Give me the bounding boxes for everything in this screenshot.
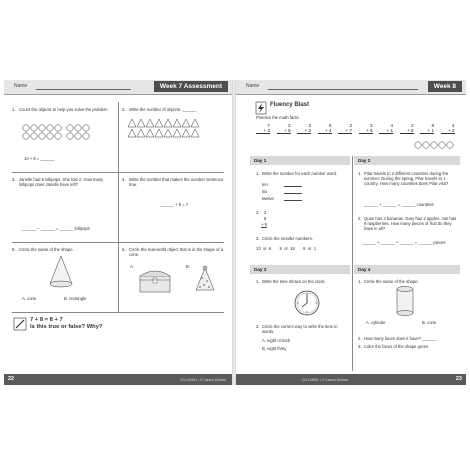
right-footer xyxy=(236,374,466,385)
name-line[interactable] xyxy=(36,89,131,90)
choice-a[interactable]: A. cylinder xyxy=(366,320,386,325)
progress-circles-icon xyxy=(414,141,458,149)
left-page xyxy=(4,80,232,385)
day-4-section: 1. Circle the name of the shape. A. cylinder B. cone 2. How many faces does it have? ______ 3. Color the faces of the shape green. xyxy=(358,279,437,349)
day-3-section: 1. Write the time shown on the clock. 12 3 6 9 2. Circle the correct way to write the time in words. A. eight o'clock B. eight thirty xyxy=(256,279,338,351)
right-page-header xyxy=(236,80,466,95)
true-false-question: Is this true or false? Why? xyxy=(30,324,103,330)
question-6: 6. Circle the real-world object that is in the shape of a cone. A. B. xyxy=(118,244,228,312)
fact-top: 4 xyxy=(451,123,455,128)
answer-line: ______ + ______ + ______ = ______ pieces xyxy=(362,240,446,245)
math-facts-row xyxy=(256,123,462,139)
cone-shape-icon xyxy=(48,256,74,290)
answer-line: ______ − ______ = ______ lollipops xyxy=(22,226,90,231)
math-fact xyxy=(297,123,311,134)
name-line[interactable] xyxy=(268,89,418,90)
fact-top: 7 xyxy=(267,123,270,128)
question-4: 4. Write the number that makes the number sentence true. ______ + 5 = 7 xyxy=(122,177,224,207)
fact-top: 4 xyxy=(390,123,393,128)
day-3-bar: Day 3 xyxy=(250,265,350,274)
svg-text:3: 3 xyxy=(315,302,317,305)
svg-text:6: 6 xyxy=(306,311,308,314)
assessment-title: Week 7 Assessment xyxy=(154,81,228,92)
answer-blank[interactable] xyxy=(284,193,302,194)
day-2-bar: Day 2 xyxy=(354,156,460,165)
math-fact xyxy=(400,123,414,134)
fact-bottom: + 2 xyxy=(256,128,270,134)
answer-blank[interactable] xyxy=(284,186,302,187)
choice-a[interactable]: A. cone xyxy=(22,296,37,301)
fact-bottom: + 5 xyxy=(359,128,373,134)
true-false-equation: 7 + 8 = 8 + 7 xyxy=(30,317,63,323)
grid-divider xyxy=(352,156,353,371)
svg-text:12: 12 xyxy=(305,293,309,296)
choice-a[interactable]: A. eight o'clock xyxy=(262,338,291,343)
fact-bottom: + 2 xyxy=(297,128,311,134)
name-label: Name xyxy=(246,83,260,89)
fact-bottom: + 1 xyxy=(420,128,434,134)
week-title: Week 8 xyxy=(428,81,462,92)
fluency-title: Fluency Blast xyxy=(270,102,310,108)
page-number: 23 xyxy=(455,376,462,382)
fact-bottom: + 4 xyxy=(318,128,332,134)
left-footer xyxy=(4,374,232,385)
copyright: CD-104951 • © Carson-Dellosa xyxy=(180,377,226,382)
question-5: 5. Circle the name of the shape. A. cone B. rectangle xyxy=(12,247,87,301)
fact-bottom: + 8 xyxy=(400,128,414,134)
answer-blank[interactable] xyxy=(284,200,302,201)
fact-top: 2 xyxy=(308,123,311,128)
choice-a[interactable]: A. xyxy=(130,264,134,269)
fact-top: 3 xyxy=(369,123,373,128)
math-fact xyxy=(256,123,270,134)
counting-circles xyxy=(22,124,92,144)
right-page xyxy=(236,80,466,385)
math-fact xyxy=(318,123,332,134)
equation: 10 + 8 = ______ xyxy=(24,156,55,161)
question-2: 2. Write the number of objects. ______ xyxy=(118,104,228,172)
clock-icon xyxy=(294,290,320,316)
fact-bottom: + 2 xyxy=(441,128,455,134)
triangles-icon xyxy=(128,119,224,139)
choice-b[interactable]: B. rectangle xyxy=(64,296,87,301)
math-fact xyxy=(441,123,455,134)
fluency-instruction: Practice the math facts. xyxy=(256,115,300,120)
choice-b[interactable]: B. cone xyxy=(422,320,437,325)
svg-text:9: 9 xyxy=(297,302,299,305)
grid-divider xyxy=(12,172,224,173)
choice-b[interactable]: B. xyxy=(186,264,190,269)
math-fact xyxy=(420,123,434,134)
fact-top: 8 xyxy=(431,123,434,128)
day-1-section: 1. Write the number for each number word. ten six twelve 2. 2 8 + 9 3. Circle the smaller numbers. 13 or 6 9 or 18 9 or 1 xyxy=(256,171,338,251)
day-1-bar: Day 1 xyxy=(250,156,350,165)
question-3: 3. Janelle had 9 lollipops. She lost 2. How many lollipops does Janelle have left? ______ − ______ = ______ lollipops xyxy=(12,177,104,231)
pencil-icon xyxy=(14,318,26,330)
page-number: 22 xyxy=(8,376,15,382)
question-1: 1. Count the objects to help you solve the problem. 10 + 8 = ______ xyxy=(12,107,109,161)
math-fact xyxy=(338,123,352,134)
fact-bottom: + 7 xyxy=(338,128,352,134)
fact-top: 2 xyxy=(287,123,291,128)
fact-top: 2 xyxy=(410,123,414,128)
grid-divider xyxy=(12,242,224,243)
day-2-section: 1. Pilar travels to 2 different countries during the summer. During the spring, Pilar travels to 1 country. How many countries does Pilar visit? ______ + ______ = ______ countries 2. Quan has 3 bananas. Gary has 2 apples. Jan has 9 raspberries. How many pieces of fruit do they have in all? ______ + ______ + ______ = ______ pieces xyxy=(358,171,457,245)
math-fact xyxy=(379,123,393,134)
compare-numbers[interactable]: 13 or 6 9 or 18 9 or 1 xyxy=(256,246,317,251)
treasure-chest-icon[interactable] xyxy=(138,268,172,294)
fact-top: 2 xyxy=(349,123,352,128)
math-fact xyxy=(277,123,291,134)
party-hat-icon[interactable] xyxy=(194,266,216,294)
fact-top: 5 xyxy=(328,123,332,128)
equation: ______ + 5 = 7 xyxy=(160,202,189,207)
cylinder-icon xyxy=(396,286,414,316)
copyright: CD-104951 • © Carson-Dellosa xyxy=(302,377,348,382)
name-label: Name xyxy=(14,83,28,89)
lightning-icon xyxy=(256,102,266,114)
fact-bottom: + 6 xyxy=(277,128,291,134)
fact-bottom: + 1 xyxy=(379,128,393,134)
math-fact xyxy=(359,123,373,134)
grid-divider xyxy=(12,312,224,313)
choice-b[interactable]: B. eight thirty xyxy=(262,346,287,351)
left-page-header xyxy=(4,80,232,95)
day-4-bar: Day 4 xyxy=(354,265,460,274)
answer-line: ______ + ______ = ______ countries xyxy=(364,202,434,207)
